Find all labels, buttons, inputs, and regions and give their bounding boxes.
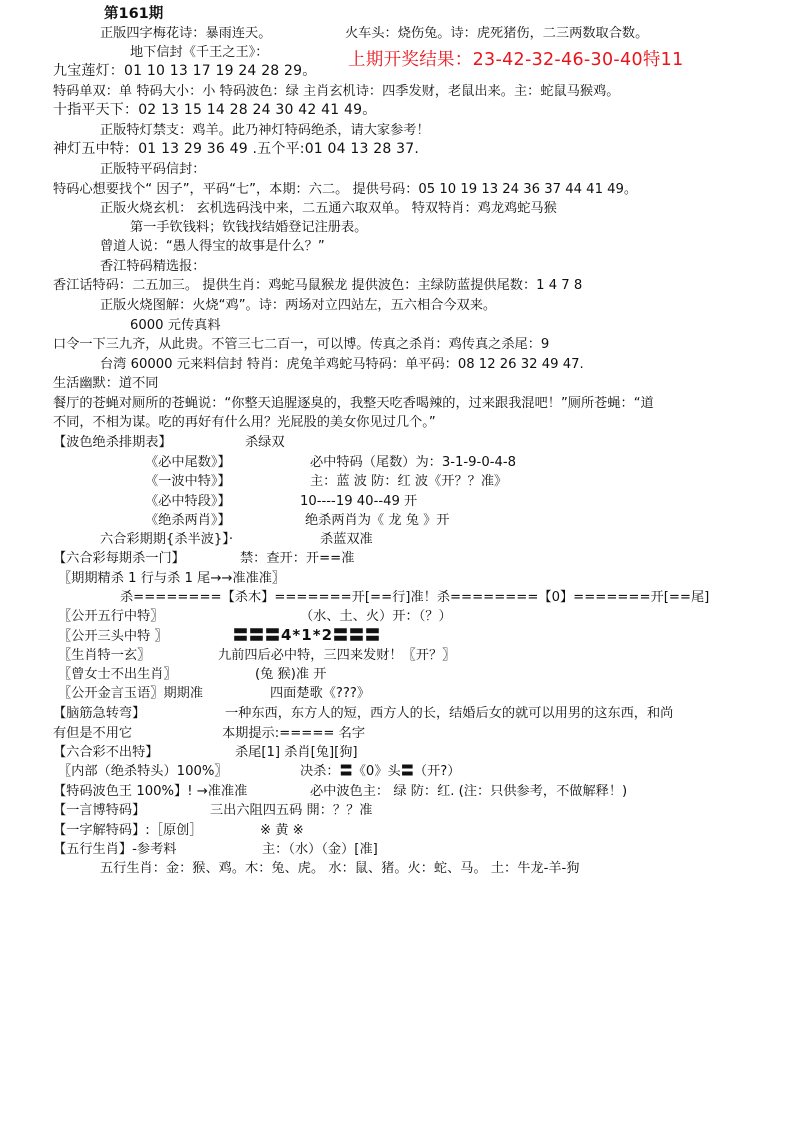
one-word-value: 三出六阻四五码 開：？？准	[210, 803, 373, 818]
golden-words-value: 四面楚歌《???》	[270, 686, 371, 701]
fire-diagram-line: 正版火烧图解：火烧“鸡”。诗：两场对立四站左，五六相合今双来。	[100, 298, 497, 313]
five-elements-value: （水、土、火）开：（？）	[300, 609, 452, 624]
humor-text-2: 不同，不相为谋。吃的再好有什么用？光屁股的美女你见过几个。”	[53, 415, 436, 430]
riddle-hint: 本期提示:===== 名字	[222, 726, 366, 741]
lamp-ban-line: 正版特灯禁支：鸡羊。此乃神灯特码绝杀，请大家参考！	[100, 123, 430, 138]
humor-text-1: 餐厅的苍蝇对厕所的苍蝇说：“你整天追腥逐臭的，我整天吃香喝辣的，过来跟我混吧！”厕所苍蝇：“道	[53, 396, 654, 411]
kill-two-value: 绝杀两肖为《 龙 兔 》开	[305, 513, 450, 528]
five-zodiac-value: 主：（水）（金）[准]	[262, 842, 378, 857]
kill-door-value: 禁：查开：开==准	[240, 551, 355, 566]
riddle-text-2: 有但是不用它	[53, 726, 133, 741]
hk-code-line: 香江话特码：二五加三。 提供生肖：鸡蛇马鼠猴龙 提供波色：主绿防蓝提供尾数：1 4 7 8	[53, 278, 583, 293]
five-zodiac-label: 【五行生肖】-参考料	[53, 842, 177, 857]
wave-value: 主：蓝 波 防：红 波《开？？准》	[310, 474, 508, 489]
wave-label: 《一波中特》】	[145, 474, 231, 489]
tail-value: 必中特码（尾数）为：3-1-9-0-4-8	[310, 455, 517, 470]
secret-envelope-title: 地下信封《千王之王》：	[130, 45, 269, 60]
fire-mystery-line: 正版火烧玄机： 玄机选码浅中来，二五通六取双单。 特双特肖：鸡龙鸡蛇马猴	[100, 201, 557, 216]
golden-words-label: 〖公开金言玉语〗期期准	[58, 686, 204, 701]
nine-lotus-lamp: 九宝莲灯：01 10 13 17 19 24 28 29。	[53, 63, 317, 79]
zodiac-mystery-value: 九前四后必中特，三四来发财！〖开？〗	[218, 648, 456, 663]
result-banner: 上期开奖结果：23-42-32-46-30-40特11	[348, 50, 684, 70]
meihua-poem: 正版四字梅花诗：暴雨连天。	[100, 26, 272, 41]
issue-title: 第161期	[104, 6, 164, 22]
fax-title: 6000 元传真料	[130, 318, 221, 333]
wave-kill-value: 杀绿双	[245, 435, 285, 450]
hk-select-title: 香江特码精选报：	[100, 259, 206, 274]
humor-title: 生活幽默：道不同	[53, 376, 159, 391]
first-hand-line: 第一手钦钱料；钦钱找结婚登记注册表。	[130, 220, 368, 235]
one-word-label: 【一言博特码】	[53, 803, 146, 818]
password-line: 口令一下三九齐，从此贵。不管三七二百一，可以博。传真之杀肖：鸡传真之杀尾：9	[53, 337, 550, 352]
flat-code-envelope-title: 正版特平码信封：	[100, 162, 206, 177]
riddle-text: 一种东西，东方人的短，西方人的长，结婚后女的就可以用男的这东西，和尚	[225, 706, 674, 721]
zeng-says-line: 曾道人说：“愚人得宝的故事是什么？”	[100, 239, 325, 254]
half-wave-value: 杀蓝双准	[320, 532, 373, 547]
wave-kill-table-title: 【波色绝杀排期表】	[53, 435, 172, 450]
heart-code-line: 特码心想要找个“ 因子”，平码“七”，本期：六二。 提供号码：05 10 19 13 24 36 37 44 41 49。	[53, 182, 638, 197]
internal-kill-value: 决杀：〓《0》头〓（开?）	[300, 764, 461, 779]
no-special-value: 杀尾[1] 杀肖[兔][狗]	[235, 745, 358, 760]
ten-fingers-numbers: 十指平天下：02 13 15 14 28 24 30 42 41 49。	[53, 102, 377, 118]
tail-label: 《必中尾数》】	[145, 455, 231, 470]
five-elements-label: 〖公开五行中特〗	[58, 609, 164, 624]
internal-kill-label: 〖内部（绝杀特头）100%〗	[58, 764, 228, 779]
kill-door-label: 【六合彩每期杀一门】	[53, 551, 185, 566]
zeng-zodiac-label: 〖曾女士不出生肖〗	[58, 667, 177, 682]
one-char-label: 【一字解特码】:［原创］	[53, 823, 203, 838]
kill-row-line: 杀========【杀木】=======开[==行]准！杀========【0】=======开[==尾]	[120, 590, 710, 605]
half-wave-label: 六合彩期期{杀半波}】·	[100, 532, 234, 547]
kill-row-title: 〖期期精杀 1 行与杀 1 尾→→准准准〗	[58, 571, 286, 586]
wave-king-label: 【特码波色王 100%】! →准准准	[53, 784, 248, 799]
train-head: 火车头：烧伤兔。诗：虎死猪伤，二三两数取合数。	[345, 26, 649, 41]
no-special-label: 【六合彩不出特】	[53, 745, 159, 760]
five-zodiac-list: 五行生肖：金：猴、鸡。木：兔、虎。 水：鼠、猪。火：蛇、马。 土：牛龙-羊-狗	[100, 861, 580, 876]
zeng-zodiac-value: (兔 猴)准 开	[255, 667, 327, 682]
three-heads-label: 〖公开三头中特 〗	[58, 629, 168, 644]
segment-label: 《必中特段》】	[145, 494, 231, 509]
three-heads-value: 〓〓〓4*1*2〓〓〓	[233, 626, 382, 644]
zodiac-mystery-label: 〖生肖特一玄〗	[58, 648, 151, 663]
one-char-value: ※ 黄 ※	[260, 823, 304, 838]
kill-two-label: 《绝杀两肖》】	[145, 513, 231, 528]
wave-king-value: 必中波色主： 绿 防：红. (注：只供参考，不做解释！)	[310, 784, 628, 799]
taiwan-envelope-line: 台湾 60000 元来料信封 特肖：虎兔羊鸡蛇马特码：单平码：08 12 26 32 49 47.	[100, 357, 584, 372]
riddle-label: 【脑筋急转弯】	[53, 706, 146, 721]
segment-value: 10----19 40--49 开	[300, 494, 418, 509]
special-code-attributes: 特码单双：单 特码大小：小 特码波色：绿 主肖玄机诗：四季发财，老鼠出来。主：蛇鼠马猴鸡。	[53, 84, 620, 99]
lamp-five-line: 神灯五中特：01 13 29 36 49 .五个平:01 04 13 28 37.	[53, 141, 420, 157]
